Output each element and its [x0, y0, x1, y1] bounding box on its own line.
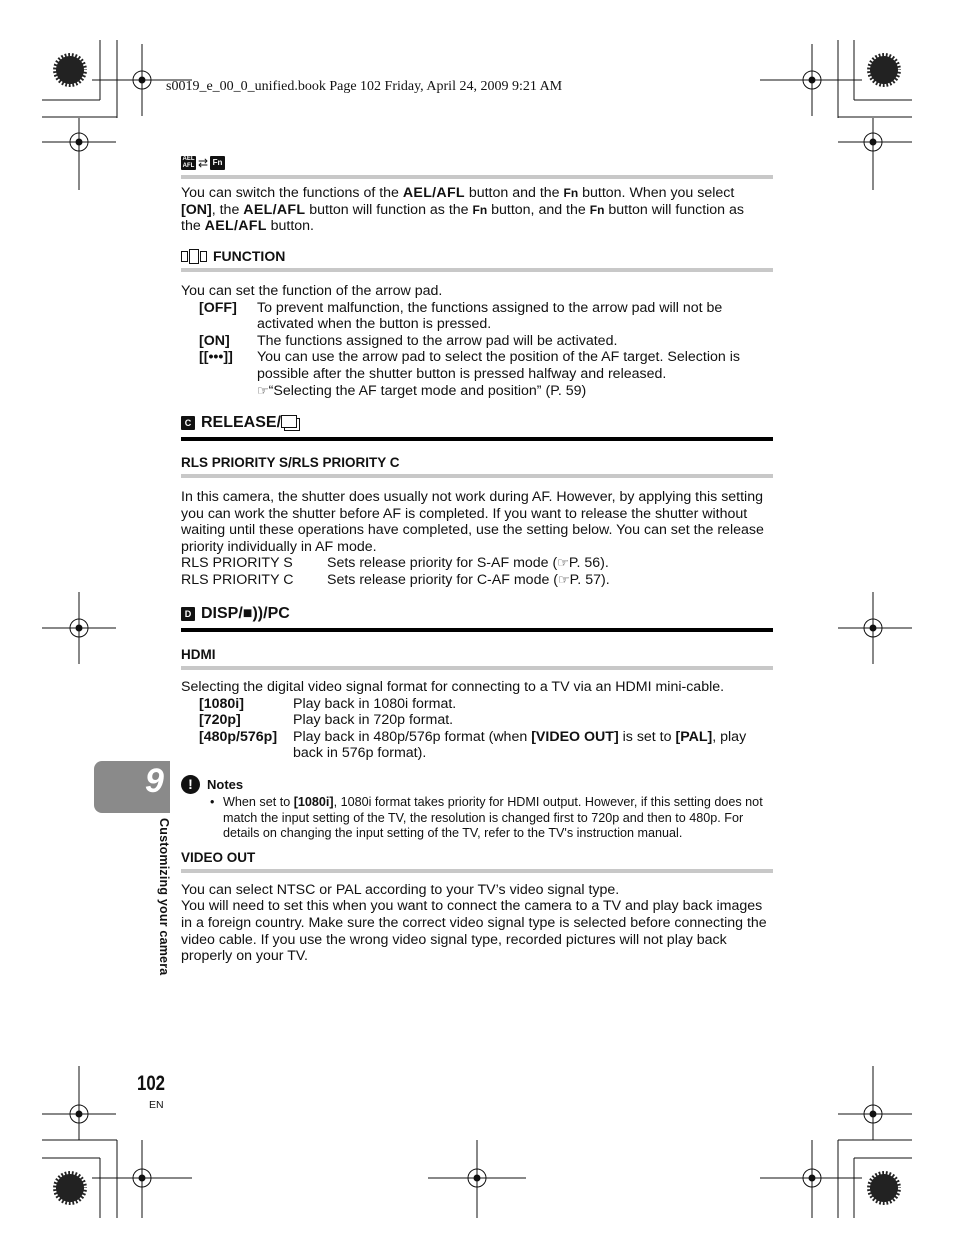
- ael-fn-swap-icon: AEL AFL ⇄ Fn: [181, 154, 773, 171]
- rls-row: RLS PRIORITY C Sets release priority for C-AF mode (☞P. 57).: [181, 571, 610, 588]
- ael-fn-description: You can switch the functions of the AEL/AFL button and the Fn button. When you select [ON], the AEL/AFL button will function as the Fn button, and the Fn button will function as the AEL/AFL button.: [181, 185, 744, 235]
- release-description: In this camera, the shutter does usually not work during AF. However, by applying this setting you can work the shutter before AF is completed. If you want to release the shutter without waiting until these operations have completed, use the setting below. You can set the release priority individually in AF mode.: [181, 489, 764, 555]
- option-row: [[•••]] You can use the arrow pad to select the position of the AF target. Selection is possible after the shutter button is pressed halfway and released.: [199, 349, 740, 382]
- function-intro: You can set the function of the arrow pad.: [181, 283, 443, 299]
- arrow-pad-icon: [181, 249, 207, 264]
- warning-icon: !: [181, 775, 200, 794]
- divider: [181, 437, 773, 441]
- ael-fn-section: [181, 154, 773, 235]
- custom-menu-d-icon: D: [181, 607, 195, 621]
- chapter-number: 9: [145, 762, 164, 800]
- hdmi-row: [1080i] Play back in 1080i format.: [199, 695, 457, 712]
- reference-hand-icon: ☞: [558, 571, 570, 587]
- notes-heading: ! Notes: [181, 775, 773, 794]
- reference-row: ☞“Selecting the AF target mode and position” (P. 59): [257, 382, 587, 399]
- divider: [181, 666, 773, 670]
- option-row: [OFF] To prevent malfunction, the functions assigned to the arrow pad will not be activated when the button is pressed.: [199, 299, 723, 333]
- divider: [181, 628, 773, 632]
- rls-priority-heading: RLS PRIORITY S/RLS PRIORITY C: [181, 455, 400, 470]
- sequential-shooting-icon: [281, 415, 297, 428]
- beep-icon: ■): [242, 605, 258, 622]
- rls-row: RLS PRIORITY S Sets release priority for S-AF mode (☞P. 56).: [181, 555, 609, 572]
- function-section: [181, 248, 773, 399]
- page-language: EN: [149, 1099, 164, 1111]
- hdmi-heading: HDMI: [181, 647, 216, 662]
- function-heading: FUNCTION: [181, 248, 773, 264]
- hdmi-intro: Selecting the digital video signal format for connecting to a TV via an HDMI mini-cable.: [181, 679, 725, 695]
- divider: [181, 175, 773, 179]
- option-row: [ON] The functions assigned to the arrow pad will be activated.: [199, 332, 618, 349]
- divider: [181, 268, 773, 272]
- hdmi-row: [480p/576p] Play back in 480p/576p format (when [VIDEO OUT] is set to [PAL], play back in 576p format).: [199, 728, 747, 762]
- note-item: • When set to [1080i], 1080i format takes priority for HDMI output. However, if this setting does not match the input setting of the TV, the resolution is changed first to 720p and then to 480p. For details on changing the input setting of the TV, refer to the TV's instruction manual.: [210, 794, 763, 841]
- divider: [181, 474, 773, 478]
- divider: [181, 869, 773, 873]
- chapter-side-label: Customizing your camera: [157, 818, 171, 976]
- custom-menu-c-icon: C: [181, 416, 195, 430]
- reference-hand-icon: ☞: [257, 382, 269, 398]
- disp-section: [181, 605, 773, 965]
- disp-heading: D DISP/■))/PC: [181, 605, 773, 623]
- release-heading: C RELEASE/: [181, 414, 773, 432]
- print-header: s0019_e_00_0_unified.book Page 102 Friday, April 24, 2009 9:21 AM: [166, 79, 563, 94]
- reference-hand-icon: ☞: [557, 555, 569, 571]
- hdmi-row: [720p] Play back in 720p format.: [199, 712, 454, 729]
- release-section: [181, 414, 773, 589]
- page-number: 102: [137, 1072, 166, 1095]
- video-out-description: You can select NTSC or PAL according to your TV’s video signal type. You will need to set this when you want to connect the camera to a TV and play back images in a foreign country. Make sure the correct video signal type is selected before connecting the video cable. If you use the wrong video signal type, recorded pictures will not play back properly on your TV.: [181, 881, 767, 965]
- video-out-heading: VIDEO OUT: [181, 849, 256, 865]
